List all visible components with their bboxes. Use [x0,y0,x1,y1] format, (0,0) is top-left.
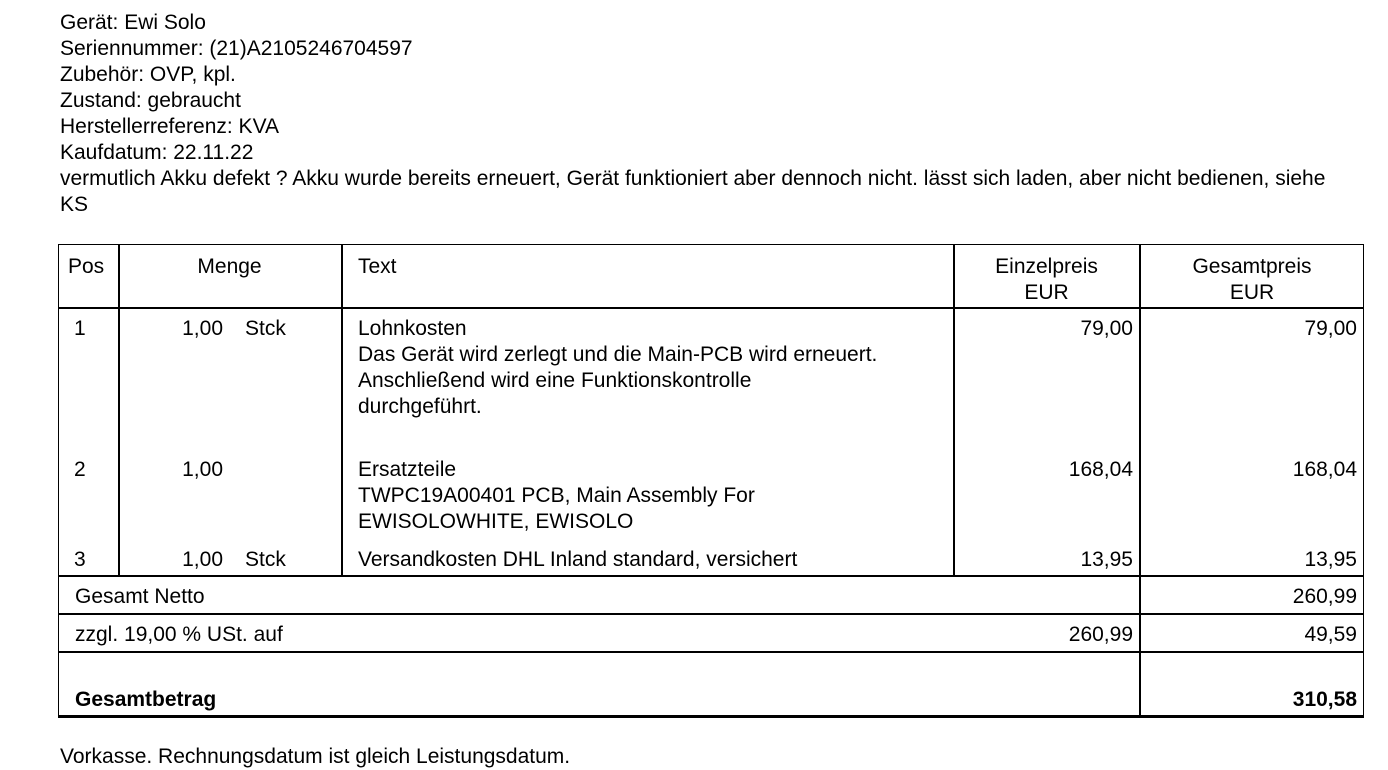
row-3-unit: Stck [245,548,286,571]
purchase-date-line: Kaufdatum: 22.11.22 [60,141,254,164]
net-value: 260,99 [1292,585,1357,608]
tax-base: 260,99 [1068,623,1133,646]
row-divider [58,651,1364,653]
defect-note: vermutlich Akku defekt ? Akku wurde bereits erneuert, Gerät funktioniert aber dennoch nicht. lässt sich laden, aber nicht bedienen, siehe KS [60,167,1326,216]
row-1-pos: 1 [74,317,86,340]
manufacturer-ref-line: Herstellerreferenz: KVA [60,115,280,138]
invoice-table [58,244,1364,718]
col-header-gesamtpreis [1141,254,1363,306]
header-divider [58,307,1364,309]
row-1-desc: Anschließend wird eine Funktionskontrolle [358,369,752,392]
row-2-text [358,457,755,535]
table-bottom-rule [58,715,1364,718]
row-1-desc: durchgeführt. [358,395,482,418]
row-2-pos: 2 [74,458,86,481]
accessories-line: Zubehör: OVP, kpl. [60,63,236,86]
tax-label: zzgl. 19,00 % USt. auf [75,623,283,646]
row-1-total: 79,00 [1304,317,1357,340]
col-header-einzelpreis-unit: EUR [1024,281,1069,304]
condition-line: Zustand: gebraucht [60,89,241,112]
col-header-pos: Pos [68,255,105,278]
row-1-text [358,316,877,420]
row-3-pos: 3 [74,548,86,571]
row-1-unit-price: 79,00 [1080,317,1133,340]
row-3-qty: 1,00 [182,548,223,571]
col-header-einzelpreis [954,254,1139,306]
row-3-unit-price: 13,95 [1080,548,1133,571]
col-header-text: Text [358,255,397,278]
net-label: Gesamt Netto [75,585,205,608]
device-info [60,10,1350,218]
row-2-unit-price: 168,04 [1068,458,1133,481]
row-3-title: Versandkosten DHL Inland standard, versichert [358,548,798,571]
tax-value: 49,59 [1304,623,1357,646]
grand-total-value: 310,58 [1292,688,1357,711]
row-1-qty: 1,00 [182,317,223,340]
col-header-gesamtpreis-line: Gesamtpreis [1192,255,1312,278]
col-divider [341,244,343,576]
serial-line: Seriennummer: (21)A2105246704597 [60,37,413,60]
col-header-menge: Menge [197,255,262,278]
payment-note: Vorkasse. Rechnungsdatum ist gleich Leistungsdatum. [60,745,571,768]
grand-total-label: Gesamtbetrag [75,688,217,711]
col-divider [118,244,120,576]
row-2-total: 168,04 [1292,458,1357,481]
col-header-einzelpreis-line: Einzelpreis [995,255,1098,278]
row-1-title: Lohnkosten [358,317,467,340]
row-2-desc: EWISOLOWHITE, EWISOLO [358,510,634,533]
row-3-total: 13,95 [1304,548,1357,571]
row-2-qty: 1,00 [182,458,223,481]
row-2-title: Ersatzteile [358,458,457,481]
col-header-gesamtpreis-unit: EUR [1229,281,1275,304]
row-1-unit: Stck [245,317,286,340]
row-divider [58,613,1364,615]
device-line: Gerät: Ewi Solo [60,11,206,34]
row-1-desc: Das Gerät wird zerlegt und die Main-PCB wird erneuert. [358,343,878,366]
row-2-desc: TWPC19A00401 PCB, Main Assembly For [358,484,755,507]
row-divider [58,575,1364,577]
